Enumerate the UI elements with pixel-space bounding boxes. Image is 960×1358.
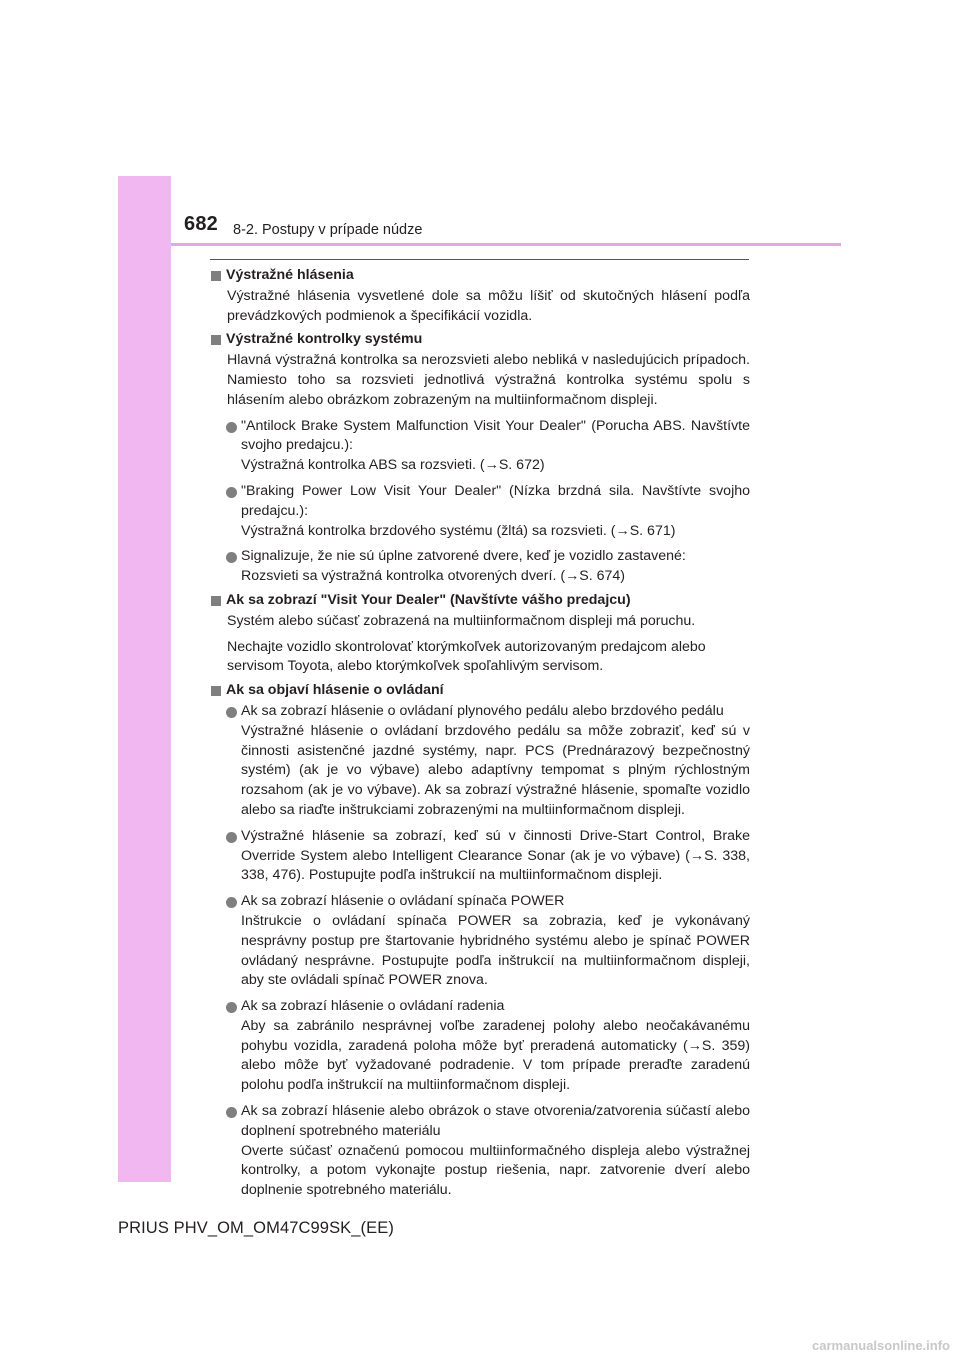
circle-bullet-icon (226, 707, 237, 718)
bullet-item (210, 417, 750, 476)
paragraph: Výstražné hlásenia vysvetlené dole sa môžu líšiť od skutočných hlásení podľa prevádzkových podmienok a špecifikácií vozidla. (227, 287, 750, 324)
bullet-lead: Ak sa zobrazí hlásenie o ovládaní spínača POWER (241, 893, 565, 910)
page-content (210, 266, 750, 1201)
bullet-lead: Ak sa zobrazí hlásenie o ovládaní radenia (241, 998, 505, 1015)
circle-bullet-icon (226, 897, 237, 908)
square-bullet-icon (211, 271, 221, 281)
square-bullet-icon (211, 335, 221, 345)
bullet-item (210, 482, 750, 541)
bullet-detail: Overte súčasť označenú pomocou multiinformačného displeja alebo výstražnej kontrolky, a potom vykonajte postup riešenia, napr. zatvorenie dverí alebo doplnenie spotrebného materiálu. (241, 1142, 750, 1199)
bullet-item (210, 1102, 750, 1201)
watermark: carmanualsonline.info (812, 1338, 950, 1353)
bullet-detail: Výstražná kontrolka ABS sa rozsvieti. (→S. 672) (241, 457, 545, 474)
section-heading (210, 266, 750, 286)
bullet-lead: Ak sa zobrazí hlásenie alebo obrázok o stave otvorenia/zatvorenia súčastí alebo doplnení spotrebného materiálu (241, 1103, 750, 1139)
square-bullet-icon (211, 596, 221, 606)
bullet-item (210, 547, 750, 587)
bullet-text: Výstražné hlásenie sa zobrazí, keď sú v činnosti Drive-Start Control, Brake Override System alebo Intelligent Clearance Sonar (ak je vo výbave) (→S. 338, 338, 476). Postupujte podľa inštrukcií na multiinformačnom displeji. (241, 827, 750, 884)
bullet-lead: "Antilock Brake System Malfunction Visit Your Dealer" (Porucha ABS. Navštívte svojho predajcu.): (241, 417, 750, 454)
section-heading (210, 330, 750, 350)
paragraph: Systém alebo súčasť zobrazená na multiinformačnom displeji má poruchu. (227, 612, 696, 629)
bullet-detail: Výstražná kontrolka brzdového systému (žltá) sa rozsvieti. (→S. 671) (241, 522, 676, 539)
heading-text: Výstražné kontrolky systému (226, 331, 423, 348)
heading-text: Výstražné hlásenia (226, 267, 354, 283)
bullet-detail: Inštrukcie o ovládaní spínača POWER sa zobrazia, keď je vykonávaný nesprávny postup pre štartovanie hybridného systému alebo je spínač POWER ovládaný nesprávne. Postupujte podľa inštrukcií na multiinformačnom displeji, aby ste ovládali spínač POWER znova. (241, 912, 750, 989)
content-top-rule (210, 259, 749, 260)
header-rule (171, 243, 841, 246)
chapter-sidebar-tab (118, 176, 171, 1182)
bullet-item (210, 892, 750, 991)
bullet-detail: Rozsvieti sa výstražná kontrolka otvorených dverí. (→S. 674) (241, 568, 626, 585)
document-code: PRIUS PHV_OM_OM47C99SK_(EE) (118, 1219, 394, 1237)
square-bullet-icon (211, 686, 221, 696)
bullet-item (210, 702, 750, 821)
heading-text: Ak sa objaví hlásenie o ovládaní (226, 682, 444, 699)
bullet-lead: Signalizuje, že nie sú úplne zatvorené dvere, keď je vozidlo zastavené: (241, 548, 686, 565)
bullet-detail: Výstražné hlásenie o ovládaní brzdového pedálu sa môže zobraziť, keď sú v činnosti asistenčné jazdné systémy, napr. PCS (Prednárazový bezpečnostný systém) (ak je vo výbave) alebo adaptívny tempomat s plným rýchlostným rozsahom (ak je vo výbave). Ak sa zobrazí výstražné hlásenie, spomaľte vozidlo alebo sa riaďte inštrukciami zobrazenými na multiinformačnom displeji. (241, 722, 750, 818)
bullet-detail: Aby sa zabránilo nesprávnej voľbe zaradenej polohy alebo neočakávanému pohybu vozidla, zaradená poloha môže byť preradená automaticky (→S. 359) alebo môže byť vyžadované podradenie. V tom prípade preraďte zaradenú polohu podľa inštrukcií na multiinformačnom displeji. (241, 1017, 750, 1094)
circle-bullet-icon (226, 1107, 237, 1118)
circle-bullet-icon (226, 422, 237, 433)
bullet-lead: Ak sa zobrazí hlásenie o ovládaní plynového pedálu alebo brzdového pedálu (241, 702, 724, 719)
bullet-item (210, 827, 750, 886)
circle-bullet-icon (226, 487, 237, 498)
circle-bullet-icon (226, 1002, 237, 1013)
section-heading (210, 681, 750, 701)
section-heading (210, 591, 750, 611)
paragraph: Nechajte vozidlo skontrolovať ktorýmkoľvek autorizovaným predajcom alebo servisom Toyota, alebo ktorýmkoľvek spoľahlivým servisom. (227, 638, 706, 675)
section-title: 8-2. Postupy v prípade núdze (233, 222, 423, 238)
heading-text: Ak sa zobrazí "Visit Your Dealer" (Navštívte vášho predajcu) (226, 591, 631, 608)
bullet-item (210, 997, 750, 1096)
paragraph: Hlavná výstražná kontrolka sa nerozsvieti alebo nebliká v nasledujúcich prípadoch. Namiesto toho sa rozsvieti jednotlivá výstražná kontrolka systému spolu s hlásením alebo obrázkom zobrazeným na multiinformačnom displeji. (227, 352, 750, 408)
circle-bullet-icon (226, 832, 237, 843)
bullet-lead: "Braking Power Low Visit Your Dealer" (Nízka brzdná sila. Navštívte svojho predajcu.): (241, 482, 750, 519)
circle-bullet-icon (226, 552, 237, 563)
page-number: 682 (184, 213, 218, 235)
